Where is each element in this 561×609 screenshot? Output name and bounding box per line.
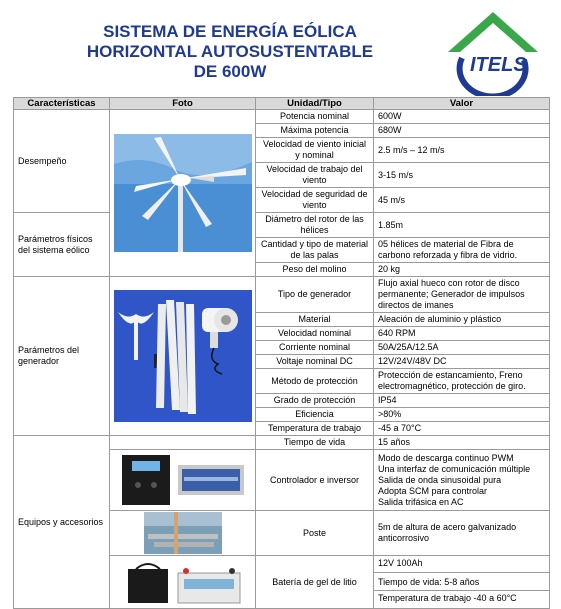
turbine-photo-cell: [110, 110, 256, 277]
poste-valor: 5m de altura de acero galvanizado anticorrosivo: [374, 511, 550, 556]
table-row: Equipos y accesorios Tiempo de vida 15 años: [14, 436, 550, 450]
table-row: Velocidad de viento inicial y nominal 2.5 m/s – 12 m/s: [14, 138, 550, 163]
table-row: Temperatura de trabajo -45 a 70°C: [14, 422, 550, 436]
table-row: Máxima potencia 680W: [14, 124, 550, 138]
table-row: Eficiencia >80%: [14, 408, 550, 422]
controller-inverter-image: [114, 451, 252, 509]
battery-photo-cell: [110, 556, 256, 609]
header-tipo: Unidad/Tipo: [256, 98, 374, 110]
category-fisicos: Parámetros físicos del sistema eólico: [14, 213, 110, 277]
table-row: Peso del molino 20 kg: [14, 263, 550, 277]
pole-image: [114, 512, 252, 554]
header-valor: Valor: [374, 98, 550, 110]
wind-turbine-image: [114, 134, 252, 252]
controlador-valor: Modo de descarga continuo PWM Una interfaz de comunicación múltiple Salida de onda sinusoidal pura Adopta SCM para controlar Salida trifásica en AC: [374, 450, 550, 511]
category-generador: Parámetros del generador: [14, 277, 110, 436]
table-row: Velocidad de seguridad de viento 45 m/s: [14, 188, 550, 213]
bateria-valor-1-2: Tiempo de vida: 5-8 años Temperatura de trabajo -40 a 60°C: [374, 572, 550, 608]
controller-photo-cell: [110, 450, 256, 511]
table-row: Velocidad de trabajo del viento 3-15 m/s: [14, 163, 550, 188]
table-row: Cantidad y tipo de material de las palas 05 hélices de material de Fibra de carbono reforzada y fibra de vidrio.: [14, 238, 550, 263]
spec-table: Características Foto Unidad/Tipo Valor Desempeño Potencia nominal 600W Máxima potencia 680W Velocidad de viento inicial y nominal 2.5 m/s – 12 m/s Velocidad de trabajo del viento 3-15 m/s Velocidad de seguridad de viento 45 m/s Parámetros físicos del sistema eólico Diámetro del rotor de las hélices 1.85m Cantidad y tipo de material de las palas 05 hélices de material de Fibra de carbono reforzada y fibra de vidrio. Peso del molino 20 kg Parámetros del generador Tipo de generador Flujo axial hueco con rotor de disco permanente; Generador de impulsos directos de imanes Material Aleación de aluminio y plástico Velocidad nominal 640 RPM Corriente nominal 50A/25A/12.5A Voltaje nominal DC 12V/24V/48V DC Método de protección Protección de estancamiento, Freno electromagnético, protección de giro. Grado de protección IP54 Eficiencia >80% Temperatura de trabajo -45 a 70°C Equipos y accesorios Tiempo de vida 15 años Controlador e inversor Modo de descarga continuo PWM Una interfaz de comunicación múltiple Salida de onda sinusoidal pura Adopta SCM para controlar Salida trifásica en AC Poste 5m de altura de acero galvanizado anticorrosivo Batería de gel de litio 12V 100Ah Tiempo de vida: 5-8 años Temperatura de trabajo -40 a 60°C: [13, 97, 550, 609]
header-foto: Foto: [110, 98, 256, 110]
itels-logo: [440, 8, 546, 96]
turbine-parts-image: [114, 290, 252, 422]
table-header-row: [14, 98, 550, 110]
table-row: Método de protección Protección de estancamiento, Freno electromagnético, protección de giro.: [14, 369, 550, 394]
category-equipos: Equipos y accesorios: [14, 436, 110, 609]
pole-photo-cell: [110, 511, 256, 556]
table-row: Desempeño Potencia nominal 600W: [14, 110, 550, 124]
bateria-tipo: Batería de gel de litio: [256, 556, 374, 609]
controlador-tipo: Controlador e inversor: [256, 450, 374, 511]
table-row: Parámetros físicos del sistema eólico Diámetro del rotor de las hélices 1.85m: [14, 213, 550, 238]
parts-photo-cell: [110, 277, 256, 436]
table-row: Material Aleación de aluminio y plástico: [14, 313, 550, 327]
bateria-valor-0: 12V 100Ah: [374, 556, 550, 573]
logo-text: ITELS: [470, 54, 527, 76]
table-row: Corriente nominal 50A/25A/12.5A: [14, 341, 550, 355]
table-row: Voltaje nominal DC 12V/24V/48V DC: [14, 355, 550, 369]
header-caracteristicas: Características: [14, 98, 110, 110]
tiempo-vida-photo-cell: [110, 436, 256, 450]
document-title: SISTEMA DE ENERGÍA EÓLICA HORIZONTAL AUTOSUSTENTABLE DE 600W: [86, 22, 374, 81]
poste-tipo: Poste: [256, 511, 374, 556]
table-row: Velocidad nominal 640 RPM: [14, 327, 550, 341]
table-row: Grado de protección IP54: [14, 394, 550, 408]
category-desempeno: Desempeño: [14, 110, 110, 213]
